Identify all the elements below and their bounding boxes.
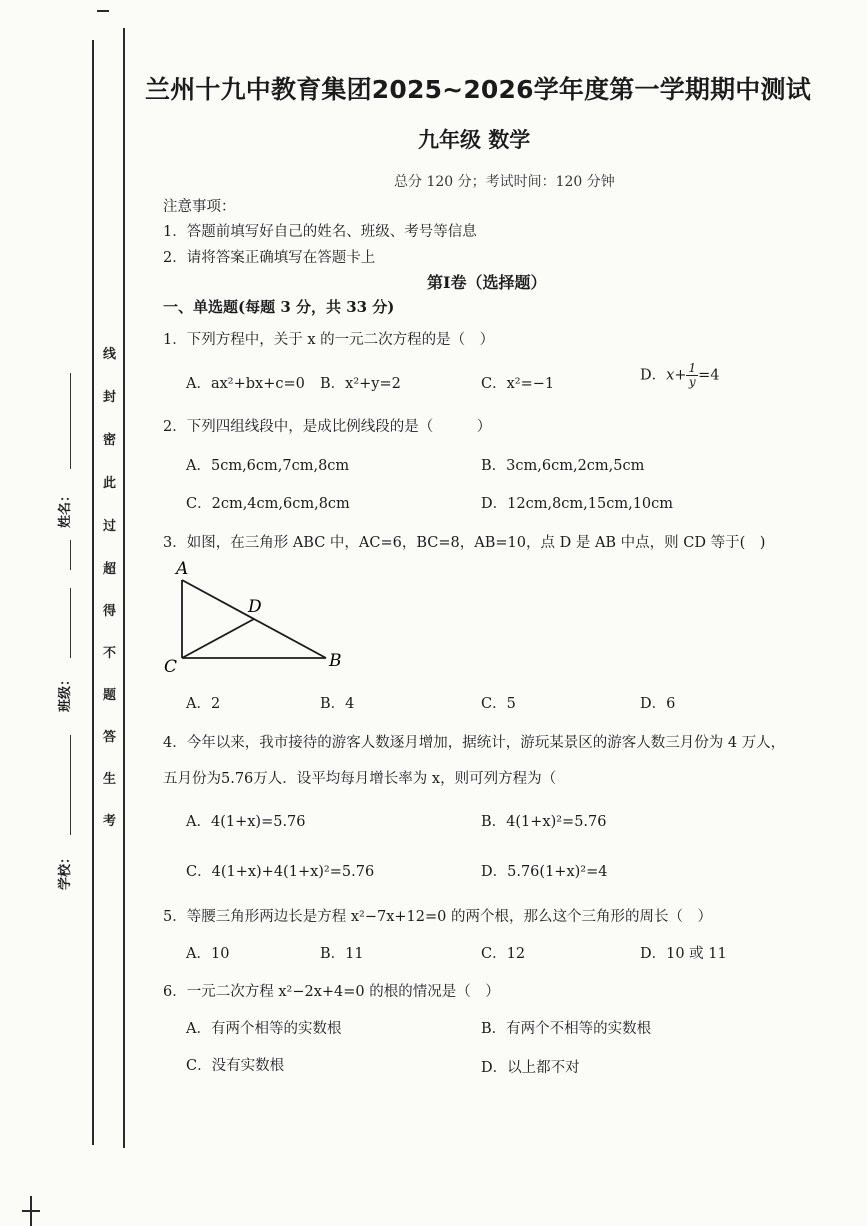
option-c[interactable]: C．2cm,4cm,6cm,8cm — [186, 496, 350, 512]
seal-char: 答 — [103, 730, 117, 745]
option-c[interactable]: C．12 — [481, 946, 526, 962]
option-b[interactable]: B．3cm,6cm,2cm,5cm — [481, 458, 645, 474]
binding-line-inner — [123, 28, 125, 1148]
option-b[interactable]: B．x²+y=2 — [320, 376, 401, 392]
seal-char: 不 — [103, 646, 117, 661]
part-title: 一、单选题(每题 3 分，共 33 分) — [163, 298, 395, 316]
option-a[interactable]: A．10 — [186, 946, 230, 962]
seal-char: 此 — [103, 476, 117, 491]
top-edge-mark — [97, 10, 109, 12]
seal-char: 超 — [103, 562, 117, 577]
class-label: 班级： — [58, 672, 73, 712]
notes-item: 1．答题前填写好自己的姓名、班级、考号等信息 — [163, 224, 477, 240]
exam-meta: 总分 120 分；考试时间：120 分钟 — [394, 174, 615, 190]
option-c[interactable]: C．4(1+x)+4(1+x)²=5.76 — [186, 864, 375, 880]
option-d[interactable]: D．10 或 11 — [640, 946, 727, 962]
seal-char: 线 — [103, 347, 117, 362]
option-d[interactable]: D．以上都不对 — [481, 1060, 580, 1076]
option-d[interactable]: D．6 — [640, 696, 676, 712]
vertex-a-label: A — [176, 559, 189, 579]
question-stem-cont: 五月份为5.76万人．设平均每月增长率为 x，则可列方程为（ — [163, 771, 557, 787]
segment-cd — [182, 619, 254, 658]
option-a[interactable]: A．4(1+x)=5.76 — [186, 814, 306, 830]
option-d-label: D． — [640, 367, 667, 384]
vertex-d-label: D — [248, 597, 262, 617]
fraction-denominator: y — [688, 375, 696, 389]
class-fill-line-2[interactable] — [70, 735, 71, 835]
option-a[interactable]: A．ax²+bx+c=0 — [186, 376, 305, 392]
option-a[interactable]: A．5cm,6cm,7cm,8cm — [186, 458, 350, 474]
vertex-c-label: C — [164, 657, 178, 677]
notes-item: 2．请将答案正确填写在答题卡上 — [163, 250, 376, 266]
notes-heading: 注意事项： — [163, 199, 236, 215]
seal-char: 密 — [103, 433, 117, 448]
vertex-b-label: B — [329, 651, 342, 671]
seal-char: 过 — [103, 519, 117, 534]
option-d[interactable]: D．5.76(1+x)²=4 — [481, 864, 608, 880]
seal-char: 考 — [103, 814, 117, 829]
option-c[interactable]: C．x²=−1 — [481, 376, 555, 392]
seal-char: 生 — [103, 772, 117, 787]
crop-mark — [22, 1210, 40, 1212]
name-fill-line-2[interactable] — [70, 540, 71, 570]
name-fill-line[interactable] — [70, 373, 71, 469]
question-stem: 6．一元二次方程 x²−2x+4=0 的根的情况是（ ） — [163, 984, 500, 1000]
option-c[interactable]: C．没有实数根 — [186, 1058, 285, 1074]
name-label: 姓名： — [58, 488, 73, 528]
option-b[interactable]: B．4 — [320, 696, 355, 712]
option-d-prefix: x+ — [666, 367, 687, 384]
seal-char: 题 — [103, 688, 117, 703]
question-stem: 3．如图，在三角形 ABC 中，AC=6，BC=8，AB=10，点 D 是 AB 中点，则 CD 等于( ) — [163, 535, 766, 551]
seal-char: 封 — [103, 390, 117, 405]
option-d[interactable] — [640, 362, 719, 389]
school-label: 学校： — [58, 850, 73, 890]
option-b[interactable]: B．11 — [320, 946, 364, 962]
option-d[interactable]: D．12cm,8cm,15cm,10cm — [481, 496, 674, 512]
fraction — [686, 362, 698, 389]
option-b[interactable]: B．4(1+x)²=5.76 — [481, 814, 607, 830]
triangle-figure — [158, 558, 358, 678]
class-fill-line[interactable] — [70, 588, 71, 658]
exam-subtitle: 九年级 数学 — [418, 128, 531, 152]
option-d-suffix: =4 — [698, 367, 720, 384]
exam-title: 兰州十九中教育集团2025~2026学年度第一学期期中测试 — [145, 75, 811, 104]
section-title: 第Ⅰ卷（选择题） — [427, 273, 547, 292]
question-stem: 4．今年以来，我市接待的游客人数逐月增加，据统计，游玩某景区的游客人数三月份为 4 万人， — [163, 735, 786, 751]
option-b[interactable]: B．有两个不相等的实数根 — [481, 1021, 652, 1037]
binding-line-outer — [92, 40, 94, 1145]
question-stem: 2．下列四组线段中，是成比例线段的是（ ） — [163, 419, 492, 435]
option-a[interactable]: A．有两个相等的实数根 — [186, 1021, 342, 1037]
question-stem: 5．等腰三角形两边长是方程 x²−7x+12=0 的两个根，那么这个三角形的周长（ ） — [163, 909, 712, 925]
option-a[interactable]: A．2 — [186, 696, 221, 712]
option-c[interactable]: C．5 — [481, 696, 516, 712]
seal-char: 得 — [103, 604, 117, 619]
fraction-numerator: 1 — [688, 361, 697, 375]
question-stem: 1．下列方程中，关于 x 的一元二次方程的是（ ） — [163, 332, 495, 348]
